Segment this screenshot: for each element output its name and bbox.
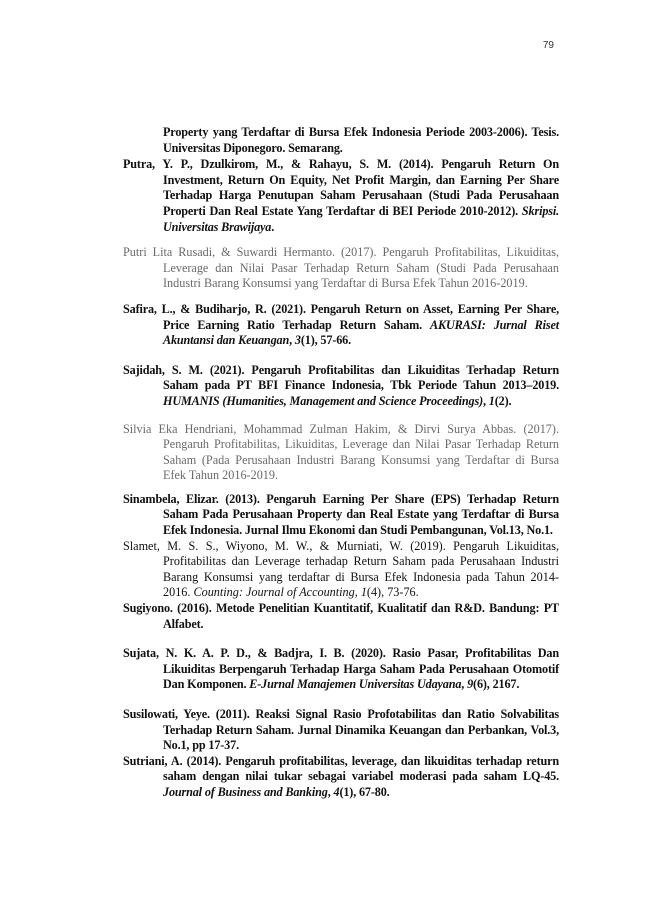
reference-sep: ,: [461, 677, 468, 692]
reference-entry: [123, 157, 559, 235]
reference-text: Silvia Eka Hendriani, Mohammad Zulman Hakim, & Dirvi Surya Abbas. (2017). Pengaruh Profitabilitas, Likuiditas, Leverage dan Nilai Pasar Terhadap Return Saham (Pada Perusahaan Industri Barang Konsumsi yang Terdaftar di Bursa Efek Tahun 2016-2019.: [123, 421, 559, 483]
reference-entry-continued: [123, 125, 559, 156]
reference-sep: ,: [289, 333, 295, 348]
reference-text: Sugiyono. (2016). Metode Penelitian Kuantitatif, Kualitatif dan R&D. Bandung: PT Alfabet.: [123, 601, 559, 631]
reference-entry: [123, 601, 559, 632]
reference-text: Sujata, N. K. A. P. D., & Badjra, I. B. (2020). Rasio Pasar, Profitabilitas Dan Likuiditas Berpengaruh Terhadap Harga Saham Pada Perusahaan Otomotif Dan Komponen.: [123, 646, 559, 692]
reference-entry: [123, 539, 559, 601]
reference-source: E-Jurnal Manajemen Universitas Udayana: [249, 677, 462, 692]
reference-source: Counting: Journal of Accounting: [193, 585, 355, 600]
reference-end: (6), 2167.: [473, 677, 520, 692]
reference-list: [123, 125, 559, 801]
reference-text: Sajidah, S. M. (2021). Pengaruh Profitabilitas dan Likuiditas Terhadap Return Saham pada PT BFI Finance Indonesia, Tbk Periode Tahun 2013–2019.: [123, 362, 559, 393]
reference-source: Journal of Business and Banking: [163, 784, 328, 799]
reference-end: .: [271, 219, 275, 234]
reference-entry: [123, 646, 559, 693]
reference-source: HUMANIS (Humanities, Management and Science Proceedings): [163, 393, 483, 408]
reference-volume: 1: [488, 393, 495, 408]
reference-text: Putra, Y. P., Dzulkirom, M., & Rahayu, S. M. (2014). Pengaruh Return On Investment, Return On Equity, Net Profit Margin, dan Earning Per Share Terhadap Harga Penutupan Saham Perusahaan (Studi Pada Perusahaan Properti Dan Real Estate Yang Terdaftar di BEI Periode 2010-2012).: [123, 157, 559, 218]
reference-source: AKURASI: Jurnal Riset Akuntansi dan Keuangan: [163, 317, 559, 348]
reference-entry: [123, 363, 559, 410]
reference-volume: 3: [294, 333, 301, 348]
page-number: 79: [542, 40, 554, 51]
reference-entry: [123, 302, 559, 349]
reference-source: Skripsi. Universitas Brawijaya: [163, 203, 559, 234]
reference-text: Safira, L., & Budiharjo, R. (2021). Pengaruh Return on Asset, Earning Per Share, Price Earning Ratio Terhadap Return Saham.: [123, 301, 559, 332]
reference-text: Putri Lita Rusadi, & Suwardi Hermanto. (2017). Pengaruh Profitabilitas, Likuiditas, Leverage dan Nilai Pasar Terhadap Return Saham (Studi Pada Perusahaan Industri Barang Konsumsi yang Terdaftar di Bursa Efek Tahun 2016-2019.: [123, 245, 559, 291]
reference-text: Sinambela, Elizar. (2013). Pengaruh Earning Per Share (EPS) Terhadap Return Saham Pada Perusahaan Property dan Real Estate yang Terdaftar di Bursa Efek Indonesia. Jurnal Ilmu Ekonomi dan Studi Pembangunan, Vol.13, No.1.: [123, 491, 559, 538]
reference-entry: [123, 422, 559, 484]
reference-sep: ,: [327, 784, 334, 799]
reference-volume: 9: [467, 677, 474, 692]
reference-entry: [123, 492, 559, 539]
reference-end: (1), 57-66.: [300, 333, 351, 348]
reference-end: (1), 67-80.: [339, 784, 390, 799]
reference-text: Property yang Terdaftar di Bursa Efek Indonesia Periode 2003-2006). Tesis. Universitas Diponegoro. Semarang.: [163, 125, 559, 155]
reference-entry: [123, 245, 559, 292]
reference-sep: ,: [354, 585, 361, 600]
reference-sep: ,: [483, 393, 489, 408]
reference-end: (2).: [494, 393, 512, 408]
reference-entry: [123, 754, 559, 801]
reference-text: Susilowati, Yeye. (2011). Reaksi Signal Rasio Profotabilitas dan Ratio Solvabilitas Terhadap Return Saham. Jurnal Dinamika Keuangan dan Perbankan, Vol.3, No.1, pp 17-37.: [123, 707, 559, 753]
reference-entry: [123, 707, 559, 754]
reference-text: Sutriani, A. (2014). Pengaruh profitabilitas, leverage, dan likuiditas terhadap return saham dengan nilai tukar sebagai variabel moderasi pada saham LQ-45.: [123, 753, 559, 784]
reference-volume: 1: [360, 585, 367, 600]
reference-end: (4), 73-76.: [366, 585, 419, 600]
reference-text: Slamet, M. S. S., Wiyono, M. W., & Murniati, W. (2019). Pengaruh Likuiditas, Profitabilitas dan Leverage terhadap Return Saham pada Perusahaan Industri Barang Konsumsi yang terdaftar di Bursa Efek Indonesia pada Tahun 2014-2016.: [123, 538, 559, 600]
reference-volume: 4: [333, 784, 340, 799]
